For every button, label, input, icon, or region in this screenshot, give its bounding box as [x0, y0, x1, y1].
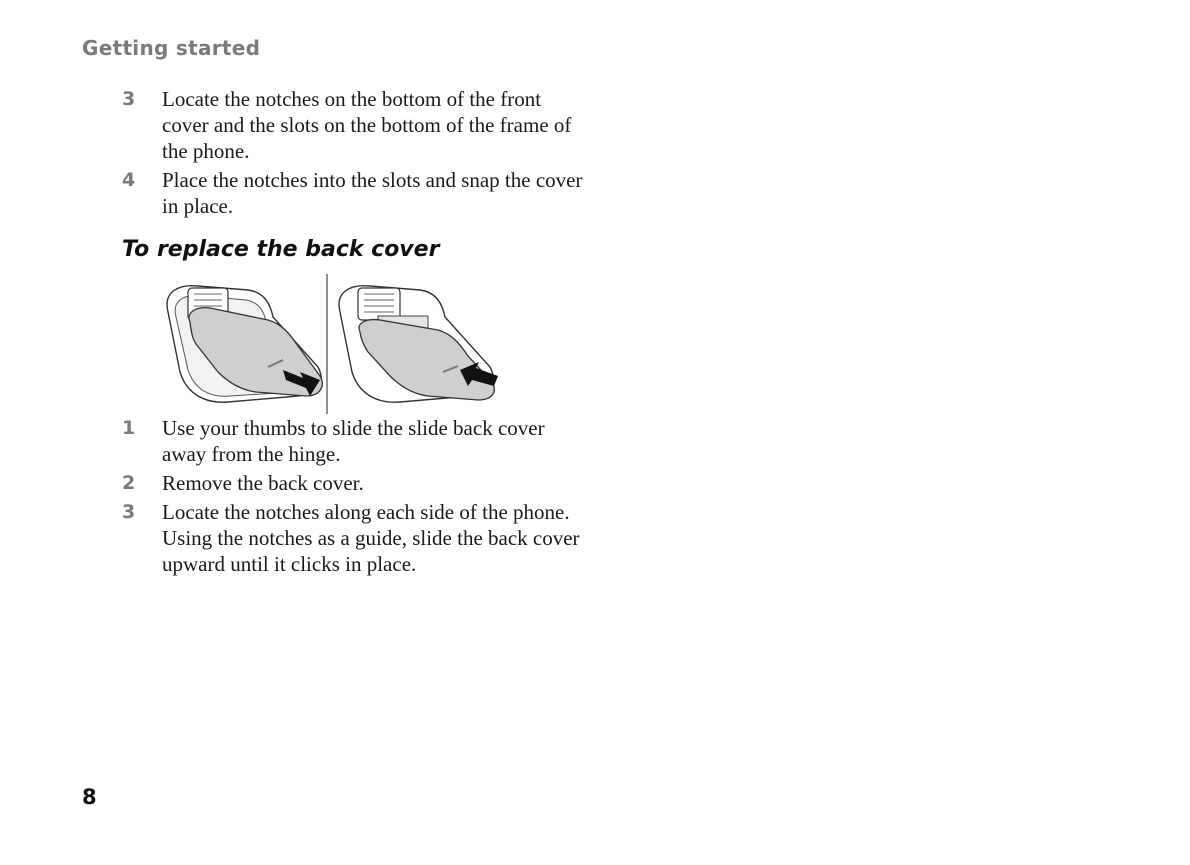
step-text: Locate the notches on the bottom of the front cover and the slots on the bottom of the frame of the phone.	[162, 87, 572, 163]
back-cover-steps	[122, 415, 592, 580]
step-item	[122, 167, 592, 219]
section-header: Getting started	[82, 36, 261, 60]
step-item	[122, 470, 592, 496]
step-item	[122, 499, 592, 577]
front-cover-steps	[122, 86, 592, 222]
step-text: Use your thumbs to slide the slide back cover away from the hinge.	[162, 416, 545, 466]
step-text: Locate the notches along each side of the phone. Using the notches as a guide, slide the back cover upward until it clicks in place.	[162, 500, 580, 576]
step-number: 2	[122, 472, 136, 494]
step-item	[122, 415, 592, 467]
back-cover-illustration	[158, 272, 508, 414]
step-number: 1	[122, 417, 136, 439]
back-cover-heading: To replace the back cover	[122, 237, 440, 262]
step-number: 4	[122, 169, 136, 191]
phone-cover-insertion-icon	[339, 286, 498, 403]
phone-cover-removal-icon	[167, 286, 322, 403]
step-number: 3	[122, 501, 136, 523]
step-item	[122, 86, 592, 164]
step-text: Remove the back cover.	[162, 471, 364, 495]
step-text: Place the notches into the slots and snap the cover in place.	[162, 168, 583, 218]
page-number: 8	[82, 785, 97, 809]
step-number: 3	[122, 88, 136, 110]
